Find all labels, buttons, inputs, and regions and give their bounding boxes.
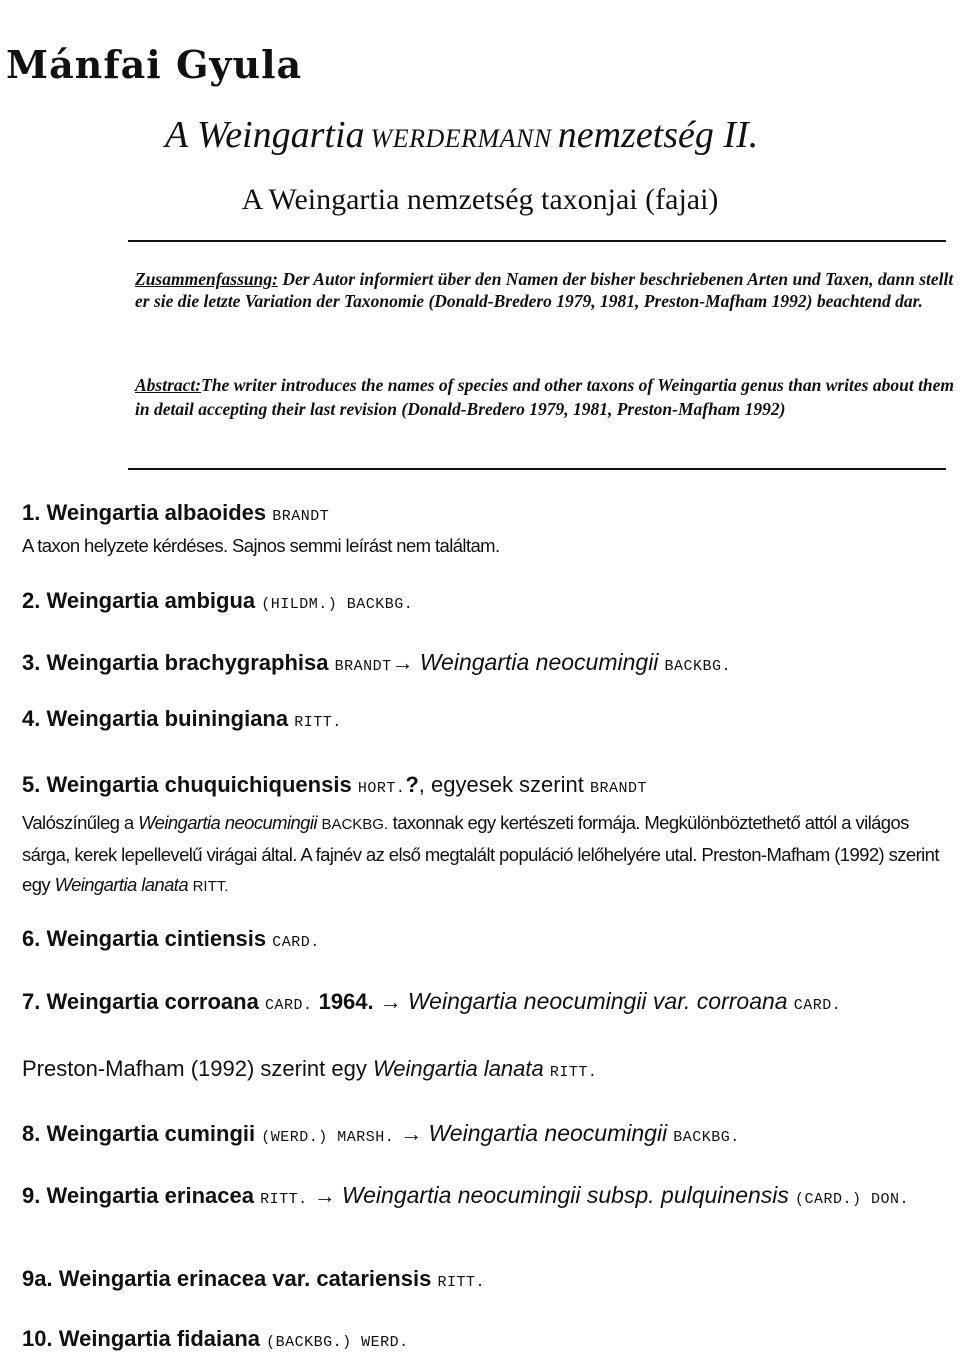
entry-1-note: A taxon helyzete kérdéses. Sajnos semmi leírást nem találtam. [22,535,500,556]
note-species: Weingartia neocumingii [138,812,317,833]
title-prefix: A Weingartia [165,114,365,156]
article-title [165,113,758,157]
species-author: CARD. [264,997,313,1014]
article-subtitle: A Weingartia nemzetség taxonjai (fajai) [241,183,719,216]
species-name: Weingartia fidaiana [58,1326,261,1351]
question-mark: ? [405,772,419,797]
note-text: taxonnak egy kertészeti formája. Megkülönböztethető attól a világos sárga, kerek lepellevelű virágai által. A fajnév az első megtalált populáció lelőhelyére utal. Preston-Mafham (1992) szerint egy [22,812,939,895]
entry-6 [22,926,320,952]
synonym-author: CARD. [793,997,842,1014]
entry-number: 8. [22,1121,41,1146]
species-author: RITT. [260,1191,308,1208]
entry-5 [22,772,647,798]
entry-number: 7. [22,989,41,1014]
synonym-author: BACKBG. [664,658,732,675]
entry-remark: , egyesek szerint [418,772,584,797]
note-author: RITT. [549,1064,598,1081]
species-name: Weingartia brachygraphisa [46,650,329,675]
entry-number: 6. [22,926,41,951]
entry-2 [22,588,413,614]
zusammenfassung [135,268,955,312]
entry-9 [22,1180,956,1215]
synonym-arrow: → [313,1183,336,1208]
species-author: RITT. [437,1274,485,1291]
entry-number: 2. [22,588,41,613]
note-text: Preston-Mafham (1992) szerint egy [22,1056,373,1081]
species-name: Weingartia corroana [46,989,259,1014]
note-author: BACKBG. [321,816,389,833]
note-species: Weingartia lanata [372,1056,544,1081]
note-text: Valószínűleg a [22,812,139,833]
top-rule [128,240,946,242]
abstract [135,373,955,421]
note-author: RITT. [192,878,229,895]
entry-number: 10. [22,1326,53,1351]
entry-3 [22,649,731,676]
entry-9a [22,1266,485,1292]
species-author: (HILDM.) BACKBG. [261,596,414,613]
synonym-author: (CARD.) DON. [795,1191,910,1208]
entry-number: 9. [22,1183,41,1208]
synonym-arrow: → [391,650,414,675]
species-author: BRANDT [272,508,330,525]
entry-4 [22,706,342,732]
entry-number: 9a. [22,1266,53,1291]
entry-7 [22,986,956,1021]
abstract-text: The writer introduces the names of species and other taxons of Weingartia genus than writes about them in detail accepting their last revision (Donald-Bredero 1979, 1981, Preston-Mafham 1992) [135,375,955,419]
synonym-author: BACKBG. [673,1129,740,1146]
species-author: (WERD.) MARSH. [261,1129,395,1146]
zusammenfassung-text: Der Autor informiert über den Namen der bisher beschriebenen Arten und Taxen, dann stellt er sie die letzte Variation der Taxonomie (Donald-Bredero 1979, 1981, Preston-Mafham 1992) beachtend dar. [135,269,954,311]
synonym-arrow: → [379,989,402,1014]
synonym-name: Weingartia neocumingii [419,649,659,675]
entry-10 [22,1326,409,1352]
species-name: Weingartia chuquichiquensis [46,772,352,797]
species-name: Weingartia cintiensis [46,926,267,951]
synonym-name: Weingartia neocumingii var. corroana [407,988,788,1014]
species-author: BRANDT [334,658,392,675]
author-name: Mánfai Gyula [6,42,303,87]
species-name: Weingartia cumingii [46,1121,256,1146]
entry-number: 1. [22,500,41,525]
species-name: Weingartia albaoides [46,500,267,525]
entry-number: 3. [22,650,41,675]
zusammenfassung-label: Zusammenfassung: [135,269,278,289]
species-name: Weingartia erinacea var. catariensis [58,1266,432,1291]
remark-author: BRANDT [589,780,647,797]
bottom-rule [128,468,946,470]
synonym-name: Weingartia neocumingii [428,1120,668,1146]
title-suffix: nemzetség II. [557,114,759,156]
entry-5-note [22,808,954,902]
year: 1964. [318,989,374,1014]
entry-number: 5. [22,772,41,797]
entry-1 [22,500,329,526]
entry-number: 4. [22,706,41,731]
species-name: Weingartia erinacea [46,1183,254,1208]
species-author: RITT. [294,714,342,731]
entry-8 [22,1120,740,1147]
title-author: WERDERMANN [370,124,552,153]
note-species: Weingartia lanata [54,874,189,895]
species-author: CARD. [272,934,320,951]
abstract-label: Abstract: [135,375,202,395]
species-name: Weingartia ambigua [46,588,256,613]
species-author: HORT. [357,780,406,797]
species-name: Weingartia buiningiana [46,706,289,731]
synonym-name: Weingartia neocumingii subsp. pulquinensis [341,1182,789,1208]
species-author: (BACKBG.) WERD. [266,1334,409,1351]
synonym-arrow: → [400,1121,423,1146]
entry-7-note [22,1056,597,1082]
